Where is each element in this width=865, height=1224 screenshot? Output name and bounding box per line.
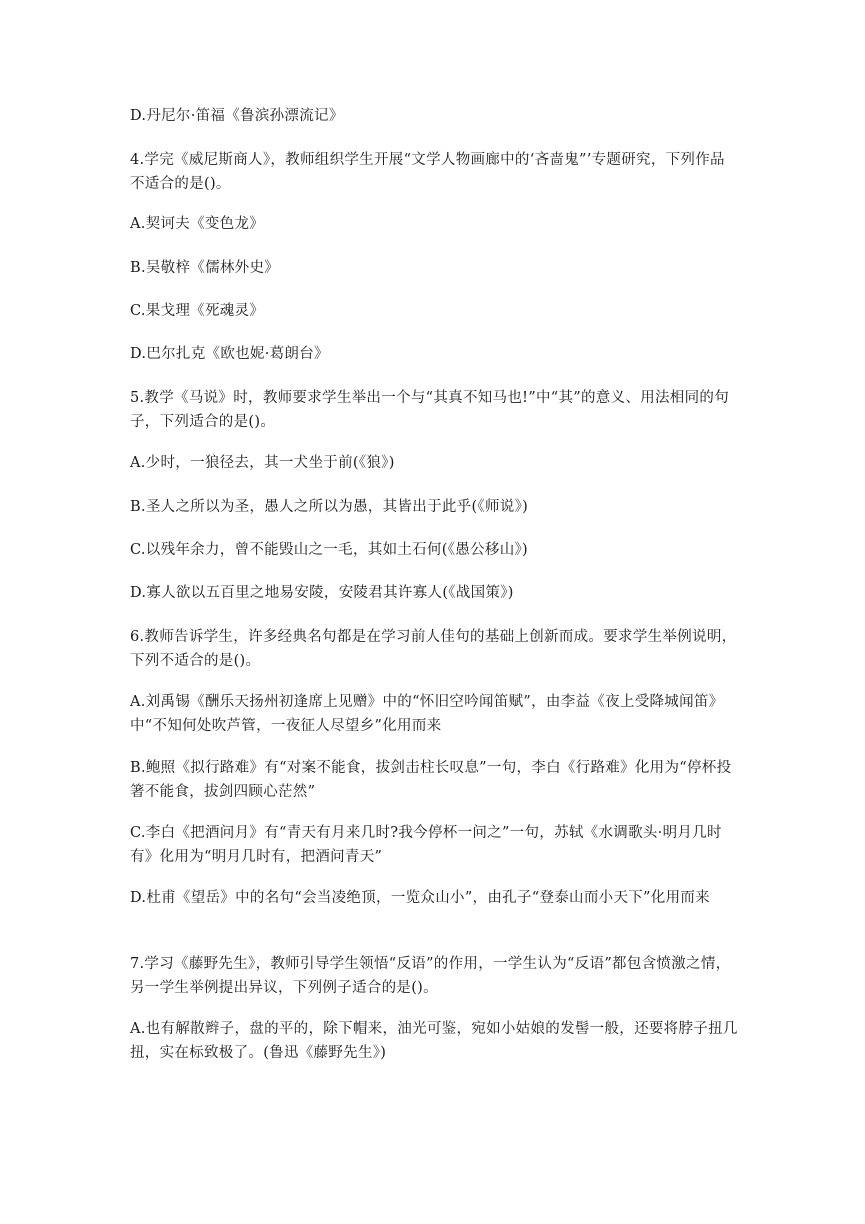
option-d-q4: D.巴尔扎克《欧也妮·葛朗台》: [130, 346, 329, 362]
option-d-q5: D.寡人欲以五百里之地易安陵，安陵君其许寡人(《战国策》): [130, 585, 514, 601]
option-b-q5: B.圣人之所以为圣，愚人之所以为愚，其皆出于此乎(《师说》): [130, 499, 529, 515]
option-d-q3: D.丹尼尔·笛福《鲁滨孙漂流记》: [130, 108, 344, 124]
option-b-q4: B.吴敬梓《儒林外史》: [130, 260, 280, 276]
option-b-q6: B.鲍照《拟行路难》有“对案不能食，拔剑击柱长叹息”一句，李白《行路难》化用为“停杯投箸不能食，拔剑四顾心茫然”: [130, 760, 732, 800]
option-d-q6: D.杜甫《望岳》中的名句“会当凌绝顶，一览众山小”，由孔子“登泰山而小天下”化用而来: [130, 890, 710, 906]
option-a-q7: A.也有解散辫子，盘的平的，除下帽来，油光可鉴，宛如小姑娘的发髻一般，还要将脖子扭几扭，实在标致极了。(鲁迅《藤野先生》): [130, 1021, 738, 1061]
question-7: 7.学习《藤野先生》，教师引导学生领悟“反语”的作用，一学生认为“反语”都包含愤激之情，另一学生举例提出异议，下列例子适合的是()。: [130, 956, 731, 996]
option-a-q6: A.刘禹锡《酬乐天扬州初逢席上见赠》中的“怀旧空吟闻笛赋”，由李益《夜上受降城闻笛》中“不知何处吹芦管，一夜征人尽望乡”化用而来: [130, 694, 724, 734]
question-4: 4.学完《威尼斯商人》，教师组织学生开展“文学人物画廊中的‘吝啬鬼”’专题研究，下列作品不适合的是()。: [130, 152, 725, 192]
option-a-q4: A.契诃夫《变色龙》: [130, 216, 265, 232]
option-a-q5: A.少时，一狼径去，其一犬坐于前(《狼》): [130, 455, 395, 471]
option-c-q4: C.果戈理《死魂灵》: [130, 303, 265, 319]
option-c-q6: C.李白《把酒问月》有“青天有月来几时?我今停杯一问之”一句，苏轼《水调歌头·明月几时有》化用为“明月几时有，把酒问青天”: [130, 825, 722, 865]
question-6: 6.教师告诉学生，许多经典名句都是在学习前人佳句的基础上创新而成。要求学生举例说明，下列不适合的是()。: [130, 629, 737, 669]
question-5: 5.教学《马说》时，教师要求学生举出一个与“其真不知马也!”中“其”的意义、用法相同的句子，下列适合的是()。: [130, 390, 730, 430]
option-c-q5: C.以残年余力，曾不能毁山之一毛，其如土石何(《愚公移山》): [130, 542, 528, 558]
